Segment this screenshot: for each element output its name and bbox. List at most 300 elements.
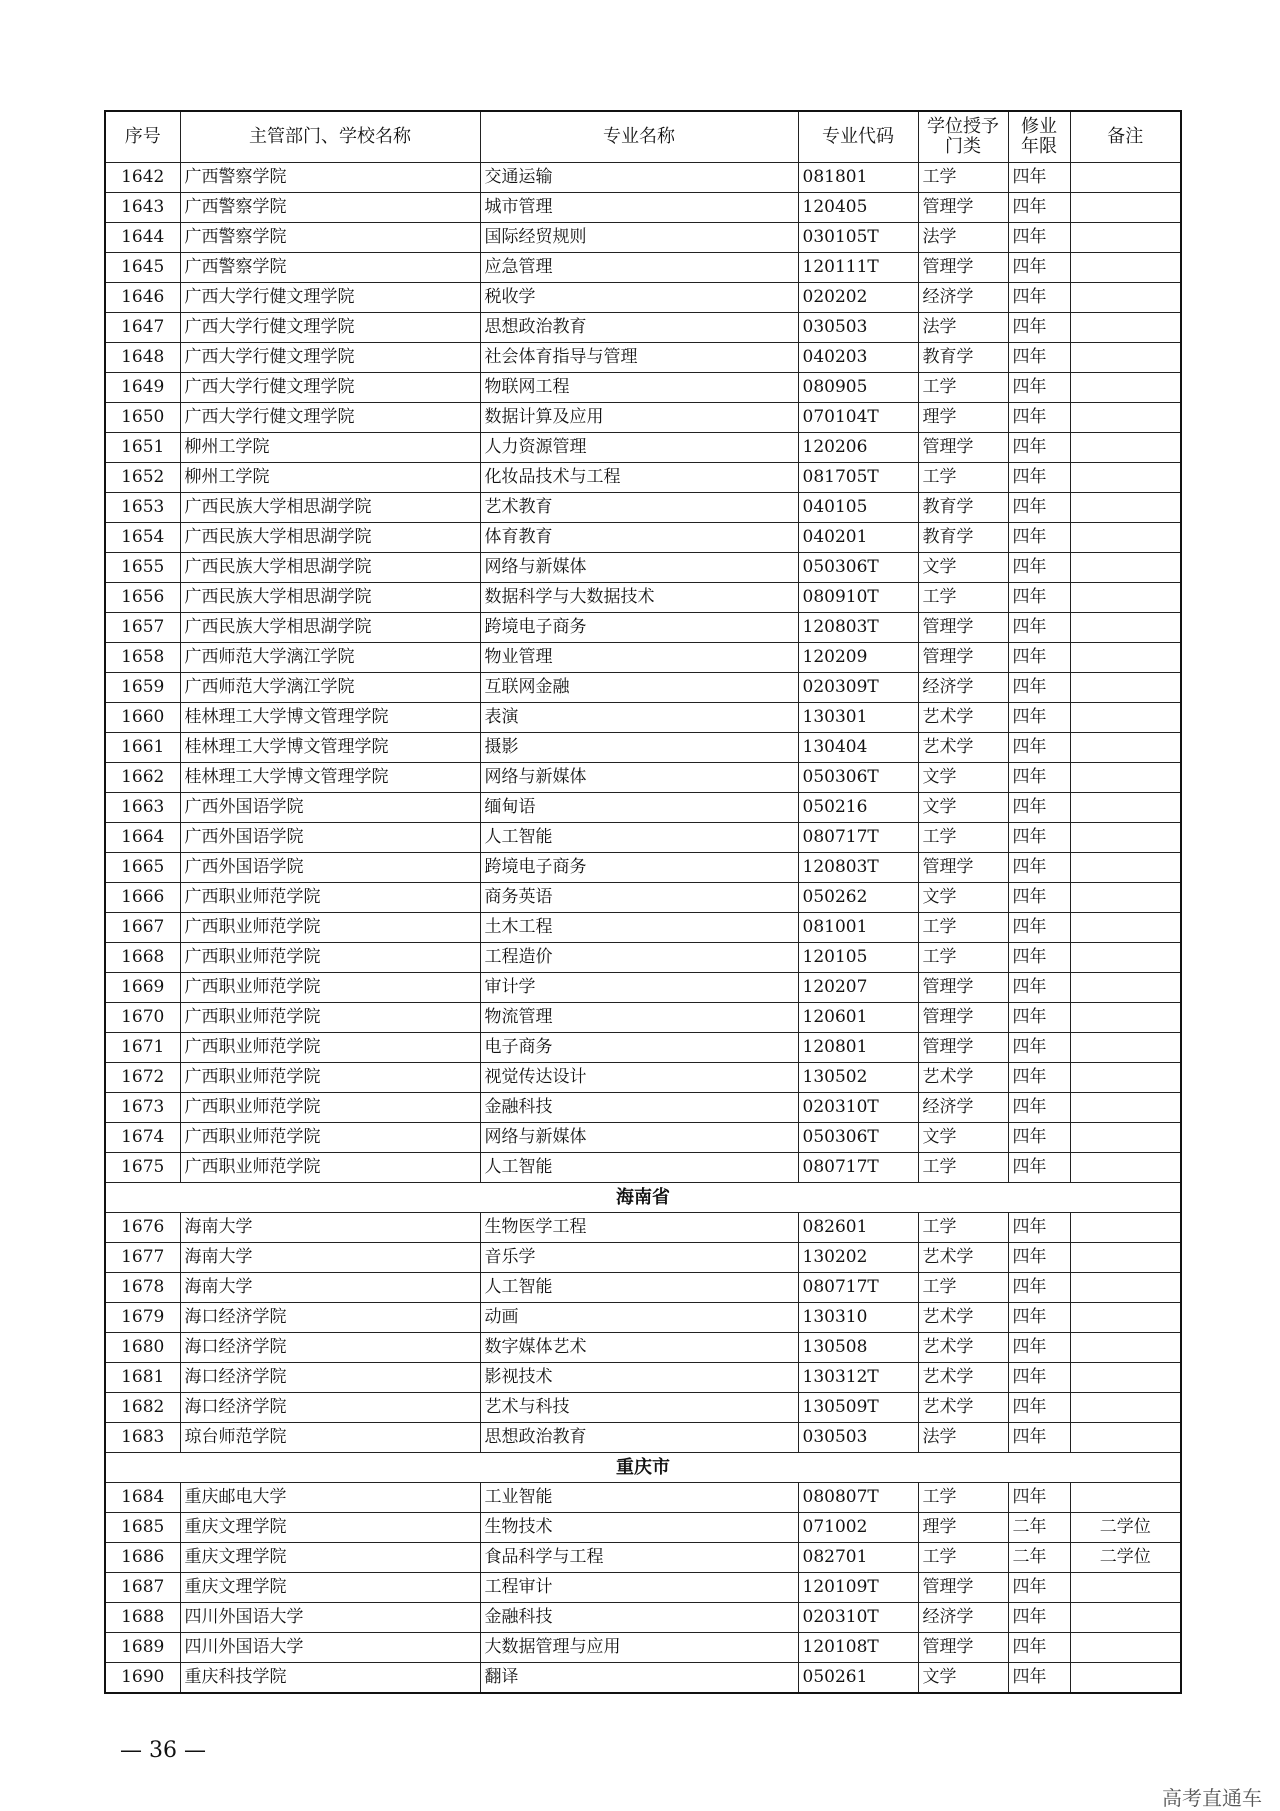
cell-note [1070, 433, 1181, 463]
cell-years: 四年 [1008, 523, 1070, 553]
cell-years: 四年 [1008, 1363, 1070, 1393]
cell-code: 120105 [798, 943, 918, 973]
table-row [105, 943, 1181, 973]
cell-degree: 管理学 [918, 613, 1008, 643]
table-row [105, 673, 1181, 703]
cell-school: 广西民族大学相思湖学院 [180, 493, 480, 523]
table-row [105, 1663, 1181, 1694]
cell-note [1070, 523, 1181, 553]
cell-school: 海口经济学院 [180, 1333, 480, 1363]
cell-major: 金融科技 [480, 1093, 798, 1123]
cell-code: 120803T [798, 853, 918, 883]
cell-note [1070, 553, 1181, 583]
cell-degree: 工学 [918, 823, 1008, 853]
cell-school: 广西职业师范学院 [180, 973, 480, 1003]
cell-years: 四年 [1008, 613, 1070, 643]
cell-code: 050306T [798, 1123, 918, 1153]
cell-code: 080717T [798, 1153, 918, 1183]
cell-major: 工业智能 [480, 1483, 798, 1513]
cell-years: 四年 [1008, 463, 1070, 493]
table-row [105, 1393, 1181, 1423]
cell-seq: 1681 [105, 1363, 180, 1393]
cell-school: 广西师范大学漓江学院 [180, 643, 480, 673]
cell-years: 四年 [1008, 943, 1070, 973]
cell-major: 数据计算及应用 [480, 403, 798, 433]
cell-major: 社会体育指导与管理 [480, 343, 798, 373]
cell-seq: 1671 [105, 1033, 180, 1063]
cell-degree: 管理学 [918, 253, 1008, 283]
cell-seq: 1646 [105, 283, 180, 313]
cell-note [1070, 1243, 1181, 1273]
cell-years: 四年 [1008, 763, 1070, 793]
cell-code: 040201 [798, 523, 918, 553]
cell-years: 四年 [1008, 1123, 1070, 1153]
table-row [105, 1363, 1181, 1393]
cell-major: 食品科学与工程 [480, 1543, 798, 1573]
cell-seq: 1647 [105, 313, 180, 343]
cell-school: 广西职业师范学院 [180, 1153, 480, 1183]
cell-seq: 1661 [105, 733, 180, 763]
cell-note [1070, 1063, 1181, 1093]
cell-school: 广西职业师范学院 [180, 1063, 480, 1093]
cell-major: 跨境电子商务 [480, 853, 798, 883]
cell-school: 广西警察学院 [180, 163, 480, 193]
cell-school: 广西警察学院 [180, 223, 480, 253]
cell-major: 国际经贸规则 [480, 223, 798, 253]
cell-major: 应急管理 [480, 253, 798, 283]
cell-degree: 工学 [918, 1213, 1008, 1243]
cell-major: 物业管理 [480, 643, 798, 673]
cell-school: 广西职业师范学院 [180, 1003, 480, 1033]
cell-major: 影视技术 [480, 1363, 798, 1393]
cell-years: 四年 [1008, 1273, 1070, 1303]
cell-note [1070, 583, 1181, 613]
cell-school: 重庆文理学院 [180, 1543, 480, 1573]
cell-years: 四年 [1008, 163, 1070, 193]
table-row [105, 463, 1181, 493]
watermark: 高考直通车 [1162, 1786, 1262, 1810]
majors-table [104, 110, 1182, 1694]
cell-years: 四年 [1008, 1333, 1070, 1363]
cell-major: 税收学 [480, 283, 798, 313]
cell-school: 广西外国语学院 [180, 853, 480, 883]
cell-years: 四年 [1008, 643, 1070, 673]
region-row [105, 1183, 1181, 1213]
table-row [105, 1423, 1181, 1453]
region-row [105, 1453, 1181, 1483]
table-row [105, 253, 1181, 283]
cell-seq: 1664 [105, 823, 180, 853]
cell-note [1070, 1333, 1181, 1363]
page-number: — 36 — [120, 1738, 206, 1763]
cell-degree: 艺术学 [918, 1243, 1008, 1273]
table-row [105, 433, 1181, 463]
cell-years: 四年 [1008, 193, 1070, 223]
cell-major: 城市管理 [480, 193, 798, 223]
cell-seq: 1652 [105, 463, 180, 493]
cell-degree: 工学 [918, 1153, 1008, 1183]
cell-major: 思想政治教育 [480, 1423, 798, 1453]
cell-note [1070, 403, 1181, 433]
cell-years: 四年 [1008, 373, 1070, 403]
table-row [105, 973, 1181, 1003]
cell-code: 030503 [798, 313, 918, 343]
cell-seq: 1669 [105, 973, 180, 1003]
cell-code: 120108T [798, 1633, 918, 1663]
cell-degree: 经济学 [918, 1093, 1008, 1123]
cell-school: 海南大学 [180, 1243, 480, 1273]
cell-major: 音乐学 [480, 1243, 798, 1273]
cell-major: 互联网金融 [480, 673, 798, 703]
cell-years: 四年 [1008, 1393, 1070, 1423]
cell-note [1070, 913, 1181, 943]
cell-code: 070104T [798, 403, 918, 433]
cell-school: 广西职业师范学院 [180, 1093, 480, 1123]
cell-years: 四年 [1008, 1603, 1070, 1633]
cell-code: 080910T [798, 583, 918, 613]
table-row [105, 163, 1181, 193]
cell-code: 020310T [798, 1093, 918, 1123]
cell-school: 四川外国语大学 [180, 1603, 480, 1633]
cell-code: 082701 [798, 1543, 918, 1573]
cell-note [1070, 613, 1181, 643]
cell-code: 120601 [798, 1003, 918, 1033]
cell-major: 跨境电子商务 [480, 613, 798, 643]
cell-note [1070, 703, 1181, 733]
cell-major: 体育教育 [480, 523, 798, 553]
header-major: 专业名称 [480, 111, 798, 163]
cell-degree: 理学 [918, 1513, 1008, 1543]
cell-major: 生物医学工程 [480, 1213, 798, 1243]
cell-degree: 文学 [918, 793, 1008, 823]
cell-seq: 1675 [105, 1153, 180, 1183]
table-row [105, 1273, 1181, 1303]
cell-note [1070, 943, 1181, 973]
table-row [105, 1033, 1181, 1063]
cell-degree: 文学 [918, 553, 1008, 583]
cell-code: 120405 [798, 193, 918, 223]
cell-degree: 艺术学 [918, 1333, 1008, 1363]
cell-note [1070, 733, 1181, 763]
cell-seq: 1680 [105, 1333, 180, 1363]
cell-code: 050306T [798, 553, 918, 583]
cell-note [1070, 1423, 1181, 1453]
cell-degree: 工学 [918, 1273, 1008, 1303]
cell-seq: 1668 [105, 943, 180, 973]
cell-seq: 1653 [105, 493, 180, 523]
table-header [105, 111, 1181, 163]
cell-school: 广西职业师范学院 [180, 943, 480, 973]
cell-degree: 经济学 [918, 1603, 1008, 1633]
cell-major: 动画 [480, 1303, 798, 1333]
cell-note [1070, 1363, 1181, 1393]
cell-degree: 工学 [918, 163, 1008, 193]
cell-degree: 管理学 [918, 433, 1008, 463]
table-row [105, 913, 1181, 943]
cell-major: 视觉传达设计 [480, 1063, 798, 1093]
cell-years: 四年 [1008, 1213, 1070, 1243]
cell-note [1070, 253, 1181, 283]
cell-years: 四年 [1008, 913, 1070, 943]
table-row [105, 283, 1181, 313]
cell-school: 桂林理工大学博文管理学院 [180, 763, 480, 793]
cell-seq: 1643 [105, 193, 180, 223]
cell-major: 艺术与科技 [480, 1393, 798, 1423]
table-row [105, 613, 1181, 643]
cell-seq: 1660 [105, 703, 180, 733]
cell-seq: 1663 [105, 793, 180, 823]
cell-years: 四年 [1008, 1483, 1070, 1513]
cell-degree: 经济学 [918, 283, 1008, 313]
header-degree: 学位授予门类 [918, 111, 1008, 163]
cell-note [1070, 643, 1181, 673]
cell-school: 广西大学行健文理学院 [180, 343, 480, 373]
header-school: 主管部门、学校名称 [180, 111, 480, 163]
cell-degree: 法学 [918, 1423, 1008, 1453]
cell-major: 工程审计 [480, 1573, 798, 1603]
cell-code: 081705T [798, 463, 918, 493]
cell-school: 广西大学行健文理学院 [180, 283, 480, 313]
cell-code: 130301 [798, 703, 918, 733]
cell-degree: 管理学 [918, 1003, 1008, 1033]
cell-degree: 工学 [918, 463, 1008, 493]
cell-degree: 管理学 [918, 1633, 1008, 1663]
cell-code: 071002 [798, 1513, 918, 1543]
cell-code: 130202 [798, 1243, 918, 1273]
cell-code: 050306T [798, 763, 918, 793]
cell-seq: 1672 [105, 1063, 180, 1093]
cell-major: 摄影 [480, 733, 798, 763]
cell-school: 广西大学行健文理学院 [180, 373, 480, 403]
cell-seq: 1645 [105, 253, 180, 283]
cell-code: 020202 [798, 283, 918, 313]
table-row [105, 193, 1181, 223]
cell-degree: 教育学 [918, 343, 1008, 373]
cell-seq: 1674 [105, 1123, 180, 1153]
cell-seq: 1682 [105, 1393, 180, 1423]
cell-years: 四年 [1008, 733, 1070, 763]
cell-degree: 艺术学 [918, 1303, 1008, 1333]
table-row [105, 553, 1181, 583]
table-row [105, 1153, 1181, 1183]
cell-years: 二年 [1008, 1513, 1070, 1543]
cell-note: 二学位 [1070, 1513, 1181, 1543]
region-label: 海南省 [105, 1183, 1181, 1213]
table-row [105, 523, 1181, 553]
table-row [105, 1573, 1181, 1603]
cell-code: 082601 [798, 1213, 918, 1243]
cell-years: 四年 [1008, 1243, 1070, 1273]
cell-school: 广西民族大学相思湖学院 [180, 613, 480, 643]
cell-seq: 1657 [105, 613, 180, 643]
cell-years: 四年 [1008, 1063, 1070, 1093]
cell-seq: 1688 [105, 1603, 180, 1633]
header-years: 修业年限 [1008, 111, 1070, 163]
cell-degree: 工学 [918, 373, 1008, 403]
cell-degree: 艺术学 [918, 1393, 1008, 1423]
cell-code: 120109T [798, 1573, 918, 1603]
cell-note [1070, 793, 1181, 823]
cell-note [1070, 973, 1181, 1003]
cell-note [1070, 1003, 1181, 1033]
cell-note [1070, 763, 1181, 793]
cell-school: 广西大学行健文理学院 [180, 403, 480, 433]
cell-years: 四年 [1008, 703, 1070, 733]
cell-note [1070, 1393, 1181, 1423]
table-row [105, 733, 1181, 763]
cell-school: 海南大学 [180, 1273, 480, 1303]
cell-code: 020309T [798, 673, 918, 703]
cell-seq: 1654 [105, 523, 180, 553]
cell-note [1070, 1483, 1181, 1513]
table-row [105, 1543, 1181, 1573]
cell-major: 翻译 [480, 1663, 798, 1694]
cell-seq: 1685 [105, 1513, 180, 1543]
cell-major: 网络与新媒体 [480, 763, 798, 793]
cell-school: 海口经济学院 [180, 1363, 480, 1393]
cell-degree: 文学 [918, 763, 1008, 793]
cell-note [1070, 463, 1181, 493]
cell-school: 海口经济学院 [180, 1303, 480, 1333]
cell-school: 重庆科技学院 [180, 1663, 480, 1694]
cell-major: 大数据管理与应用 [480, 1633, 798, 1663]
cell-school: 广西警察学院 [180, 193, 480, 223]
cell-degree: 文学 [918, 1663, 1008, 1694]
cell-code: 080717T [798, 823, 918, 853]
table-row [105, 343, 1181, 373]
cell-seq: 1687 [105, 1573, 180, 1603]
cell-years: 四年 [1008, 1423, 1070, 1453]
cell-code: 120209 [798, 643, 918, 673]
cell-note [1070, 1573, 1181, 1603]
table-row [105, 1213, 1181, 1243]
cell-years: 四年 [1008, 1153, 1070, 1183]
cell-degree: 管理学 [918, 643, 1008, 673]
cell-note [1070, 493, 1181, 523]
cell-years: 四年 [1008, 313, 1070, 343]
cell-school: 琼台师范学院 [180, 1423, 480, 1453]
cell-school: 广西职业师范学院 [180, 883, 480, 913]
cell-code: 130404 [798, 733, 918, 763]
cell-years: 四年 [1008, 883, 1070, 913]
cell-years: 四年 [1008, 1573, 1070, 1603]
cell-degree: 教育学 [918, 523, 1008, 553]
cell-code: 081001 [798, 913, 918, 943]
cell-degree: 艺术学 [918, 1063, 1008, 1093]
table-row [105, 793, 1181, 823]
cell-major: 网络与新媒体 [480, 553, 798, 583]
table-body [105, 163, 1181, 1694]
cell-school: 柳州工学院 [180, 433, 480, 463]
cell-note [1070, 343, 1181, 373]
cell-major: 缅甸语 [480, 793, 798, 823]
cell-note [1070, 673, 1181, 703]
cell-seq: 1648 [105, 343, 180, 373]
cell-seq: 1644 [105, 223, 180, 253]
cell-years: 四年 [1008, 1033, 1070, 1063]
cell-school: 广西民族大学相思湖学院 [180, 553, 480, 583]
cell-major: 工程造价 [480, 943, 798, 973]
cell-major: 审计学 [480, 973, 798, 1003]
cell-school: 重庆文理学院 [180, 1573, 480, 1603]
cell-school: 海南大学 [180, 1213, 480, 1243]
cell-school: 重庆文理学院 [180, 1513, 480, 1543]
cell-degree: 工学 [918, 943, 1008, 973]
cell-note [1070, 1153, 1181, 1183]
cell-seq: 1662 [105, 763, 180, 793]
table-row [105, 1063, 1181, 1093]
cell-degree: 工学 [918, 913, 1008, 943]
cell-school: 广西民族大学相思湖学院 [180, 523, 480, 553]
cell-code: 130312T [798, 1363, 918, 1393]
cell-major: 物联网工程 [480, 373, 798, 403]
cell-school: 广西外国语学院 [180, 793, 480, 823]
table-row [105, 373, 1181, 403]
table-row [105, 1243, 1181, 1273]
cell-degree: 法学 [918, 223, 1008, 253]
cell-seq: 1658 [105, 643, 180, 673]
cell-degree: 法学 [918, 313, 1008, 343]
cell-degree: 教育学 [918, 493, 1008, 523]
cell-years: 二年 [1008, 1543, 1070, 1573]
cell-years: 四年 [1008, 1303, 1070, 1333]
cell-degree: 管理学 [918, 193, 1008, 223]
cell-seq: 1649 [105, 373, 180, 403]
cell-seq: 1666 [105, 883, 180, 913]
cell-degree: 艺术学 [918, 1363, 1008, 1393]
cell-code: 050261 [798, 1663, 918, 1694]
table-row [105, 1483, 1181, 1513]
cell-years: 四年 [1008, 1003, 1070, 1033]
cell-years: 四年 [1008, 1633, 1070, 1663]
cell-code: 030503 [798, 1423, 918, 1453]
cell-degree: 管理学 [918, 1573, 1008, 1603]
cell-seq: 1659 [105, 673, 180, 703]
cell-degree: 管理学 [918, 1033, 1008, 1063]
cell-major: 人工智能 [480, 823, 798, 853]
cell-seq: 1676 [105, 1213, 180, 1243]
cell-major: 人力资源管理 [480, 433, 798, 463]
table-row [105, 1603, 1181, 1633]
cell-note [1070, 1093, 1181, 1123]
cell-seq: 1665 [105, 853, 180, 883]
cell-years: 四年 [1008, 493, 1070, 523]
cell-school: 桂林理工大学博文管理学院 [180, 733, 480, 763]
cell-code: 080905 [798, 373, 918, 403]
cell-code: 080807T [798, 1483, 918, 1513]
cell-major: 电子商务 [480, 1033, 798, 1063]
cell-note [1070, 163, 1181, 193]
cell-major: 人工智能 [480, 1153, 798, 1183]
cell-seq: 1655 [105, 553, 180, 583]
cell-degree: 文学 [918, 1123, 1008, 1153]
cell-years: 四年 [1008, 403, 1070, 433]
cell-seq: 1679 [105, 1303, 180, 1333]
cell-years: 四年 [1008, 673, 1070, 703]
cell-code: 120803T [798, 613, 918, 643]
cell-seq: 1651 [105, 433, 180, 463]
cell-school: 广西职业师范学院 [180, 1123, 480, 1153]
cell-major: 金融科技 [480, 1603, 798, 1633]
table-row [105, 883, 1181, 913]
cell-code: 130502 [798, 1063, 918, 1093]
cell-major: 商务英语 [480, 883, 798, 913]
cell-note [1070, 313, 1181, 343]
cell-code: 080717T [798, 1273, 918, 1303]
cell-years: 四年 [1008, 343, 1070, 373]
cell-code: 120111T [798, 253, 918, 283]
cell-note [1070, 1603, 1181, 1633]
